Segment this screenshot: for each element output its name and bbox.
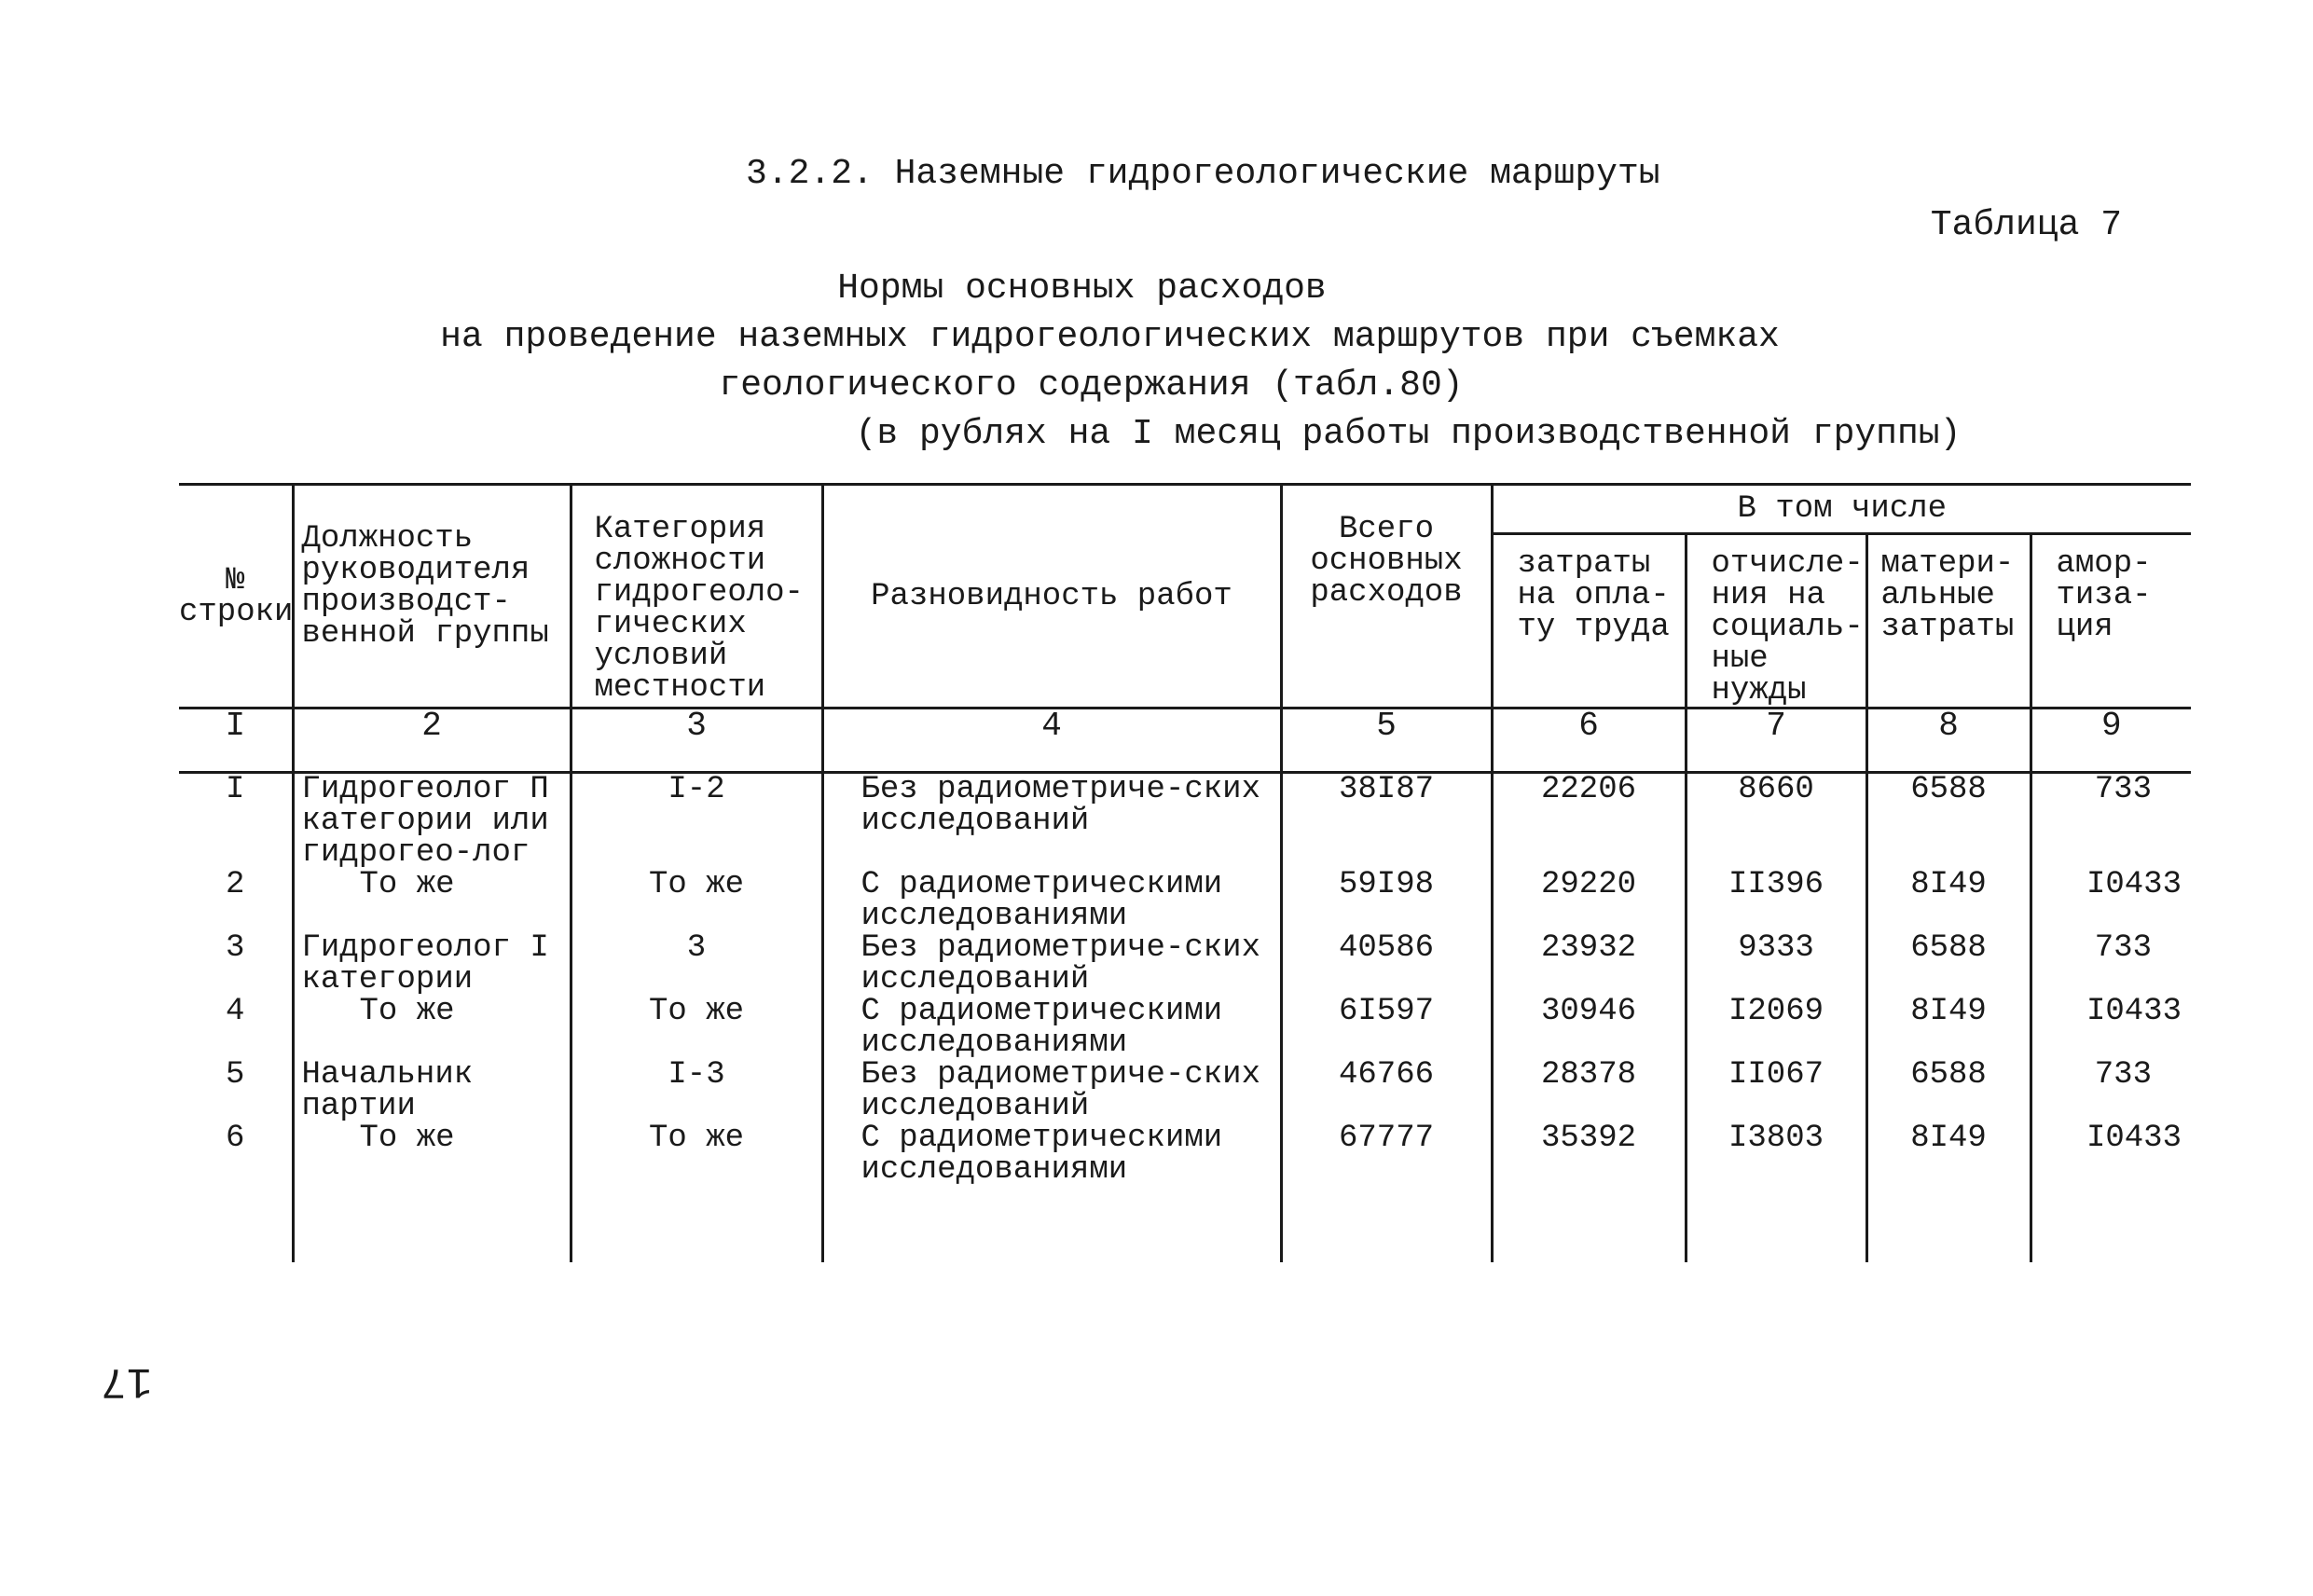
row-category: То же (571, 869, 822, 932)
table-row (179, 996, 2191, 1059)
header-amortization: амор-тиза-ция (2031, 534, 2191, 709)
row-social: II067 (1686, 1059, 1866, 1122)
row-work-type: Без радиометриче-ских исследований (822, 932, 1281, 996)
header-labor: затраты на опла-ту труда (1492, 534, 1686, 709)
row-number: 3 (226, 930, 245, 966)
column-number: 5 (1281, 709, 1492, 773)
table-row (179, 1122, 2191, 1262)
row-position: То же (293, 1122, 571, 1262)
header-material: матери-альные затраты (1866, 534, 2031, 709)
row-work-type: С радиометрическими исследованиями (822, 1122, 1281, 1262)
row-labor: 29220 (1492, 869, 1686, 932)
row-material: 6588 (1866, 773, 2031, 870)
row-material: 8I49 (1866, 869, 2031, 932)
column-number: 2 (293, 709, 571, 773)
row-total: 46766 (1281, 1059, 1492, 1122)
header-including: В том числе (1492, 485, 2191, 534)
caption-line-1: Нормы основных расходов (837, 268, 1327, 309)
row-labor: 22206 (1492, 773, 1686, 870)
row-position: Начальник партии (293, 1059, 571, 1122)
row-category: То же (571, 996, 822, 1059)
header-social: отчисле-ния на социаль-ные нужды (1686, 534, 1866, 709)
row-material: 8I49 (1866, 996, 2031, 1059)
column-number: I (179, 709, 293, 773)
row-social: I3803 (1686, 1122, 1866, 1262)
row-total: 6I597 (1281, 996, 1492, 1059)
caption-line-2: на проведение наземных гидрогеологических маршрутов при съемках (440, 317, 1780, 357)
column-numbers-row (179, 709, 2191, 773)
page-number: 17 (101, 1356, 153, 1405)
row-work-type: С радиометрическими исследованиями (822, 996, 1281, 1059)
table-number: Таблица 7 (1930, 205, 2122, 245)
column-number: 3 (571, 709, 822, 773)
row-total: 67777 (1281, 1122, 1492, 1262)
row-amortization: 733 (2031, 932, 2191, 996)
table-row (179, 869, 2191, 932)
row-amortization: I0433 (2031, 1122, 2191, 1262)
row-amortization: 733 (2031, 773, 2191, 870)
header-row-1 (179, 485, 2191, 534)
row-position: То же (293, 869, 571, 932)
row-total: 38I87 (1281, 773, 1492, 870)
row-work-type: Без радиометриче-ских исследований (822, 1059, 1281, 1122)
row-social: 9333 (1686, 932, 1866, 996)
row-number: 2 (226, 867, 245, 902)
caption-line-3: геологического содержания (табл.80) (719, 365, 1464, 406)
header-total: Всего основных расходов (1281, 485, 1492, 709)
row-position: Гидрогеолог П категории или гидрогео-лог (293, 773, 571, 870)
header-category: Категория сложности гидрогеоло-гических условий местности (571, 485, 822, 709)
row-social: 8660 (1686, 773, 1866, 870)
table-row (179, 1059, 2191, 1122)
column-number: 8 (1866, 709, 2031, 773)
row-social: I2069 (1686, 996, 1866, 1059)
row-total: 40586 (1281, 932, 1492, 996)
row-category: I-2 (571, 773, 822, 870)
row-amortization: 733 (2031, 1059, 2191, 1122)
caption-line-4: (в рублях на I месяц работы производственной группы) (855, 414, 1962, 454)
row-total: 59I98 (1281, 869, 1492, 932)
row-work-type: Без радиометриче-ских исследований (822, 773, 1281, 870)
row-work-type: С радиометрическими исследованиями (822, 869, 1281, 932)
row-material: 6588 (1866, 1059, 2031, 1122)
row-number: 4 (226, 994, 245, 1029)
column-number: 6 (1492, 709, 1686, 773)
norms-table (179, 483, 2191, 1262)
table-row (179, 773, 2191, 870)
row-position: То же (293, 996, 571, 1059)
row-labor: 28378 (1492, 1059, 1686, 1122)
row-amortization: I0433 (2031, 869, 2191, 932)
column-number: 7 (1686, 709, 1866, 773)
row-labor: 30946 (1492, 996, 1686, 1059)
row-labor: 23932 (1492, 932, 1686, 996)
row-material: 6588 (1866, 932, 2031, 996)
header-work-type: Разновидность работ (822, 485, 1281, 709)
row-category: То же (571, 1122, 822, 1262)
row-number: I (226, 772, 245, 807)
row-material: 8I49 (1866, 1122, 2031, 1262)
column-number: 9 (2031, 709, 2191, 773)
header-row-number: № строки (179, 485, 293, 709)
column-number: 4 (822, 709, 1281, 773)
row-amortization: I0433 (2031, 996, 2191, 1059)
row-category: I-3 (571, 1059, 822, 1122)
row-labor: 35392 (1492, 1122, 1686, 1262)
header-position: Должность руководителя производст-венной группы (293, 485, 571, 709)
table-row (179, 932, 2191, 996)
row-number: 5 (226, 1057, 245, 1093)
row-category: 3 (571, 932, 822, 996)
row-number: 6 (226, 1121, 245, 1156)
row-social: II396 (1686, 869, 1866, 932)
row-position: Гидрогеолог I категории (293, 932, 571, 996)
section-title: 3.2.2. Наземные гидрогеологические маршруты (746, 154, 1660, 194)
